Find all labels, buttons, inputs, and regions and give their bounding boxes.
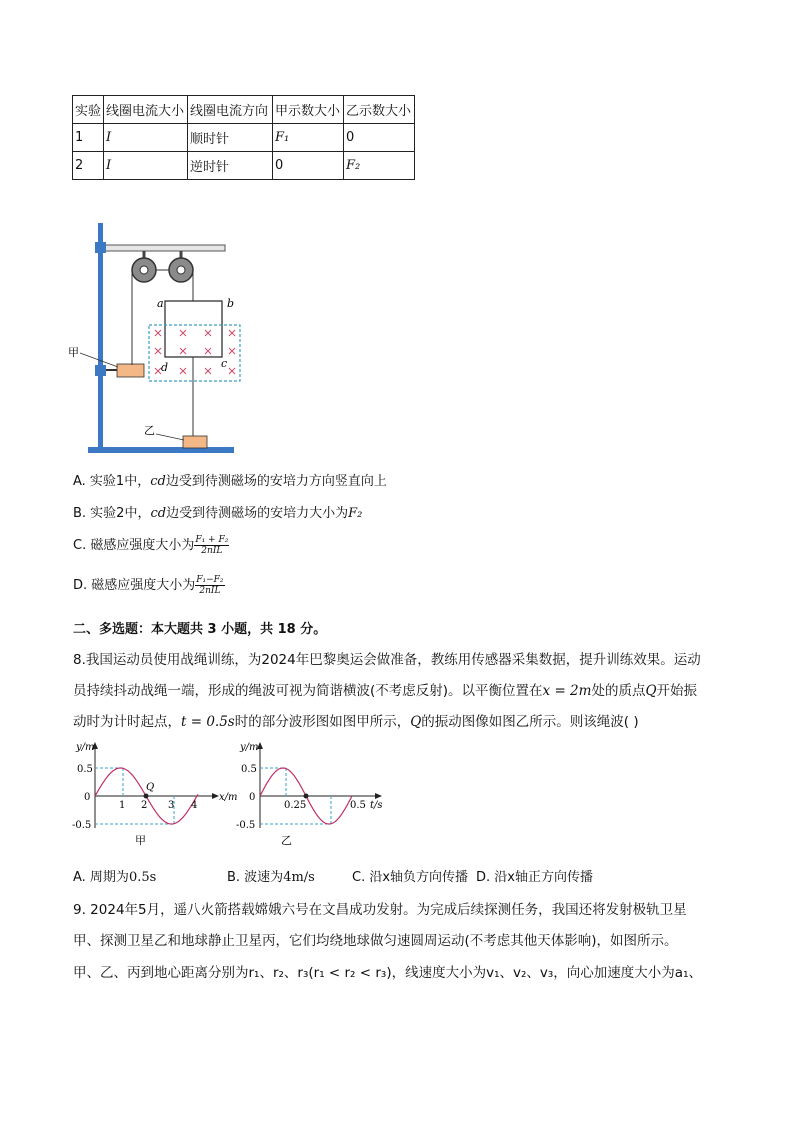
fraction-denominator: 2nIL — [199, 586, 221, 596]
x-axis-label: x/m — [219, 792, 238, 803]
question-8-line-3 — [73, 710, 639, 730]
option-text: B. 波速为 — [227, 870, 284, 885]
label-yi: 乙 — [144, 424, 155, 437]
fraction-numerator: F₁ + F₂ — [195, 535, 229, 545]
stand-pole — [98, 223, 103, 449]
table-header: 乙示数大小 — [344, 96, 415, 124]
label-jia: 甲 — [68, 346, 79, 359]
sensor-jia — [117, 364, 144, 377]
crossing-point — [304, 794, 309, 799]
table-cell: I — [104, 152, 188, 180]
option-value: F₂ — [348, 506, 363, 521]
option-8a — [73, 866, 156, 885]
math: t = 0.5s — [181, 714, 235, 730]
option-7c — [73, 534, 229, 556]
table-cell: 2 — [73, 152, 104, 180]
y-tick: -0.5 — [236, 820, 256, 831]
option-text: B. 实验2中， — [73, 506, 151, 521]
x-tick: 2 — [141, 800, 148, 811]
option-7a — [73, 470, 387, 489]
table-cell: I — [104, 124, 188, 152]
option-8d: D. 沿x轴正方向传播 — [476, 870, 593, 885]
text: 时的部分波形图如图甲所示， — [234, 714, 411, 730]
table-header: 甲示数大小 — [273, 96, 344, 124]
x-axis-label: t/s — [370, 800, 383, 811]
table-cell: F₁ — [273, 124, 344, 152]
table-cell: 逆时针 — [188, 152, 273, 180]
x-tick: 4 — [191, 800, 198, 811]
section-heading: 二、多选题：本大题共 3 小题，共 18 分。 — [73, 622, 327, 637]
table-header-row — [73, 96, 415, 124]
option-var: cd — [150, 506, 167, 521]
point-label: Q — [146, 782, 155, 793]
label-d: d — [161, 361, 169, 374]
graph-caption: 乙 — [281, 834, 292, 847]
table-header: 线圈电流大小 — [104, 96, 188, 124]
option-text: D. 磁感应强度大小为 — [73, 578, 196, 593]
math: Q — [645, 683, 657, 699]
apparatus-figure — [60, 215, 260, 460]
option-text: 边受到待测磁场的安培力大小为 — [166, 506, 349, 521]
option-7d — [73, 574, 225, 596]
coil-abcd — [165, 301, 222, 357]
question-9-line-2: 甲、探测卫星乙和地球静止卫星丙，它们均绕地球做匀速圆周运动(不考虑其他天体影响)，如图所示。 — [73, 933, 678, 949]
y-tick: -0.5 — [72, 820, 92, 831]
option-7b — [73, 502, 362, 521]
y-axis-label: y/m — [76, 742, 95, 753]
fraction — [194, 535, 229, 556]
math: Q — [410, 714, 422, 730]
y-tick: 0 — [249, 792, 256, 803]
option-text: A. 周期为 — [73, 870, 129, 885]
question-9-line-3: 甲、乙、丙到地心距离分别为r₁、r₂、r₃(r₁ < r₂ < r₃)，线速度大小为v₁、v₂、v₃，向心加速度大小为a₁、 — [73, 965, 702, 981]
table-header: 线圈电流方向 — [188, 96, 273, 124]
option-text: A. 实验1中， — [73, 474, 151, 489]
question-8-line-1: 8.我国运动员使用战绳训练，为2024年巴黎奥运会做准备，教练用传感器采集数据，提升训练效果。运动 — [73, 652, 701, 668]
option-8c: C. 沿x轴负方向传播 — [352, 870, 469, 885]
y-axis-label: y/m — [240, 742, 259, 753]
y-tick: 0.5 — [241, 764, 257, 775]
table-cell: 1 — [73, 124, 104, 152]
x-tick: 1 — [119, 800, 126, 811]
clamp — [95, 242, 106, 253]
table-row — [73, 152, 415, 180]
text: 处的质点 — [591, 683, 646, 699]
experiment-table — [72, 95, 415, 180]
label-a: a — [157, 297, 164, 310]
fraction-denominator: 2nIL — [201, 546, 223, 556]
table-cell: 0 — [273, 152, 344, 180]
text: 的振动图像如图乙所示。则该绳波( ) — [421, 714, 639, 730]
graph-jia — [70, 738, 240, 850]
y-tick: 0 — [84, 792, 91, 803]
option-var: cd — [150, 474, 166, 489]
fraction-numerator: F₁−F₂ — [196, 575, 224, 585]
stand-base — [88, 447, 234, 453]
option-text: 边受到待测磁场的安培力方向竖直向上 — [165, 474, 387, 489]
graph-caption: 甲 — [135, 834, 146, 847]
label-c: c — [221, 357, 228, 370]
y-tick: 0.5 — [77, 764, 93, 775]
option-8b — [227, 866, 315, 885]
table-cell: 0 — [344, 124, 415, 152]
fraction — [195, 575, 224, 596]
top-arm — [100, 245, 225, 251]
text: 动时为计时起点， — [73, 714, 181, 730]
option-value: 0.5s — [128, 870, 157, 885]
option-value: 4m/s — [283, 870, 315, 885]
x-tick: 0.5 — [350, 800, 366, 811]
point-q — [144, 794, 149, 799]
table-row — [73, 124, 415, 152]
table-cell: 顺时针 — [188, 124, 273, 152]
question-9-line-1: 9. 2024年5月，遥八火箭搭载嫦娥六号在文昌成功发射。为完成后续探测任务，我国还将发射极轨卫星 — [73, 902, 687, 918]
x-tick: 0.25 — [284, 800, 307, 811]
label-b: b — [227, 297, 235, 310]
table-header: 实验 — [73, 96, 104, 124]
text: 员持续抖动战绳一端，形成的绳波可视为简谐横波(不考虑反射)。以平衡位置在 — [73, 683, 543, 699]
x-tick: 3 — [168, 800, 175, 811]
sensor-yi — [183, 436, 207, 448]
table-cell: F₂ — [344, 152, 415, 180]
text: 开始振 — [656, 683, 698, 699]
question-8-line-2 — [73, 679, 697, 699]
option-text: C. 磁感应强度大小为 — [73, 538, 195, 553]
math: x = 2m — [542, 683, 592, 699]
graph-yi — [230, 738, 400, 850]
